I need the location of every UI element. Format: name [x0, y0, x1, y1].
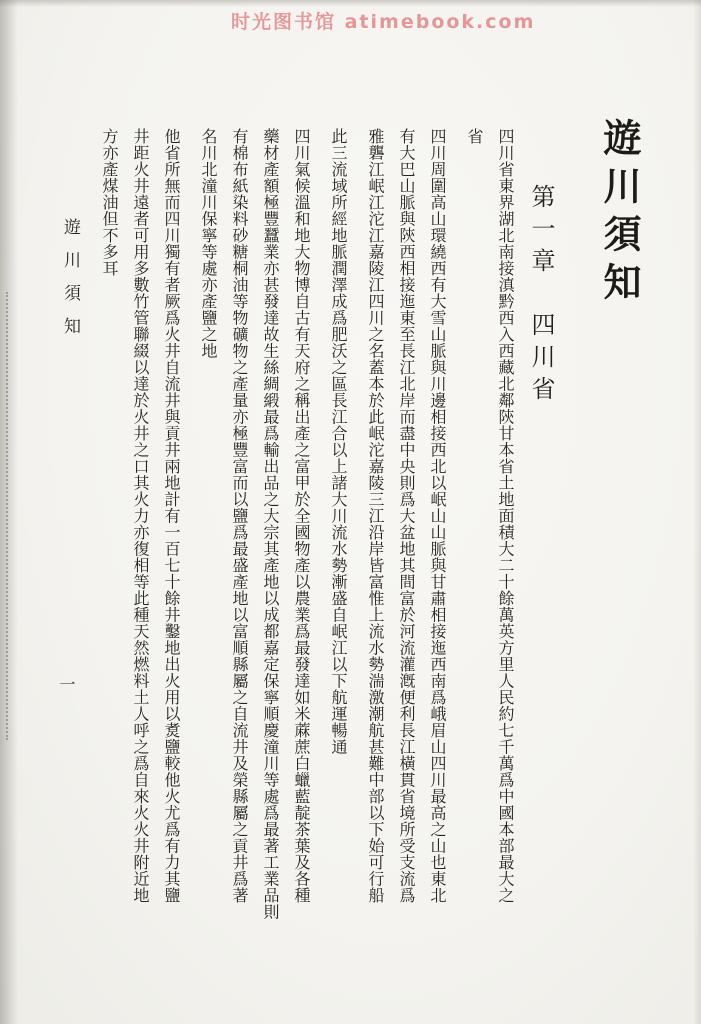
text-columns	[101, 128, 513, 930]
text-column: 四川省東界湖北南接滇黔西入西藏北鄰陝甘本省土地面積大二十餘萬英方里人民約七千萬爲中國本部最大之	[496, 128, 515, 904]
text-column: 有棉布紙染料砂糖桐油等物礦物之產量亦極豐富而以鹽爲最盛產地以富順縣屬之自流井及榮縣屬之貢井爲著	[230, 128, 249, 904]
text-column: 方亦產煤油但不多耳	[100, 128, 119, 277]
text-column: 雅礱江岷江沱江嘉陵江四川之名蓋本於此岷沱嘉陵三江沿岸皆富惟上流水勢湍激潮航甚難中部以下始可行船	[366, 128, 385, 904]
page-edge-shadow-top	[0, 0, 701, 7]
text-column: 名川北潼川保寧等處亦產鹽之地	[199, 128, 218, 359]
text-column: 四川氣候溫和地大物博自古有天府之稱出產之富甲於全國物產以農業爲最發達如米蔴蔗白蠟藍靛茶葉及各種	[292, 128, 311, 904]
text-column: 省	[465, 128, 484, 145]
chapter-heading: 第一章 四川省	[527, 184, 555, 408]
text-column: 他省所無而四川獨有者厥爲火井自流井與貢井兩地計有一百七十餘井鑿地出火用以煑鹽較他火尤爲有力其鹽	[162, 128, 181, 904]
watermark: 时光图书馆 atimebook.com	[231, 11, 536, 33]
page-number: 一	[57, 676, 76, 692]
running-title: 遊川須知	[60, 218, 80, 350]
page-edge-shadow-left	[0, 0, 18, 1024]
text-column: 四川周圍高山環繞西有大雪山脈與川邊相接西北以岷山山脈與甘肅相接迤西南爲峨眉山四川最高之山也東北	[428, 128, 447, 904]
text-column: 此三流域所經地脈潤澤成爲肥沃之區長江合以上諸大川流水勢漸盛自岷江以下航運暢通	[329, 128, 348, 755]
text-column: 藥材產額極豐蠶業亦甚發達故生絲綢緞最爲輸出品之大宗其產地以成都嘉定保寧順慶潼川等處爲最著工業品則	[261, 128, 280, 920]
fold-dots-artifact	[6, 292, 8, 740]
text-column: 井距火井遠者可用多數竹管聯綴以達於火井之口其火力亦復相等此種天然燃料土人呼之爲自來火火井附近地	[131, 128, 150, 904]
text-column: 有大巴山脈與陝西相接迤東至長江北岸而盡中央則爲大盆地其間富於河流灌漑便利長江橫貫省境所受支流爲	[397, 128, 416, 904]
book-title: 遊川須知	[597, 118, 642, 310]
page-edge-shadow-right	[693, 0, 701, 1024]
